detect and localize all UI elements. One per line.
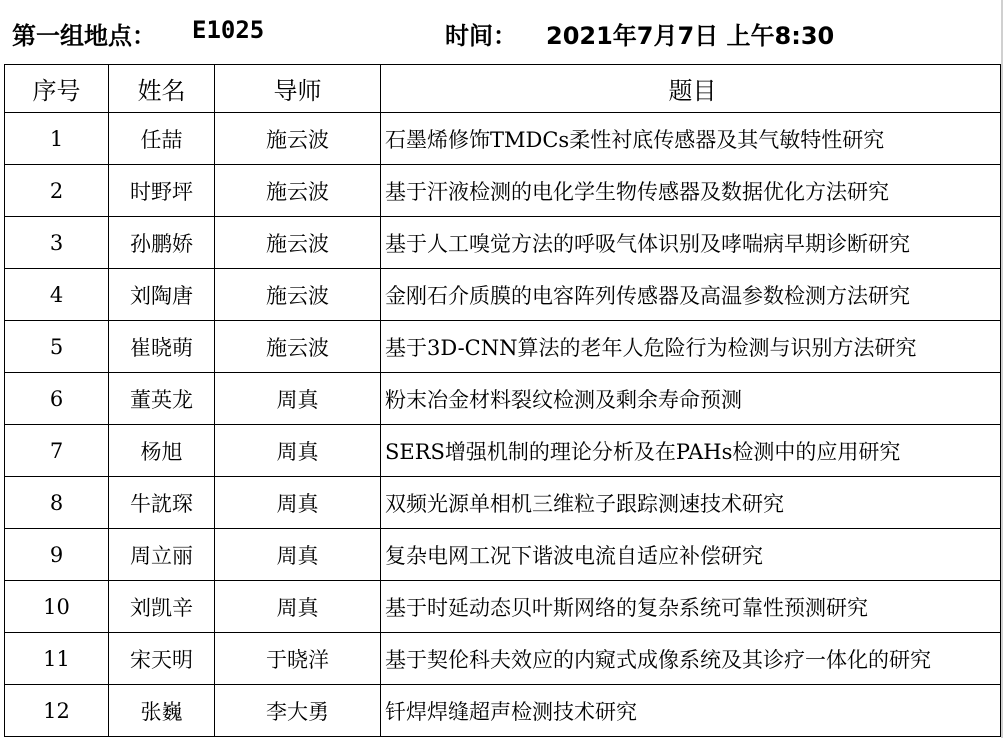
cell-no[interactable]: 2 bbox=[5, 165, 109, 217]
cell-name[interactable]: 刘陶唐 bbox=[109, 269, 215, 321]
cell-no[interactable]: 1 bbox=[5, 113, 109, 165]
cell-name[interactable]: 周立丽 bbox=[109, 529, 215, 581]
cell-advisor[interactable]: 周真 bbox=[215, 581, 381, 633]
cell-name[interactable]: 张巍 bbox=[109, 685, 215, 737]
cell-advisor[interactable]: 周真 bbox=[215, 373, 381, 425]
table-row bbox=[5, 217, 1001, 269]
column-header-advisor[interactable]: 导师 bbox=[215, 65, 381, 113]
column-header-no[interactable]: 序号 bbox=[5, 65, 109, 113]
cell-advisor[interactable]: 于晓洋 bbox=[215, 633, 381, 685]
cell-topic[interactable]: 复杂电网工况下谐波电流自适应补偿研究 bbox=[381, 529, 1001, 581]
cell-advisor[interactable]: 周真 bbox=[215, 529, 381, 581]
table-row bbox=[5, 165, 1001, 217]
cell-no[interactable]: 7 bbox=[5, 425, 109, 477]
time-value: 2021年7月7日 上午8:30 bbox=[546, 22, 835, 50]
cell-advisor[interactable]: 周真 bbox=[215, 477, 381, 529]
cell-advisor[interactable]: 施云波 bbox=[215, 113, 381, 165]
cell-topic[interactable]: 石墨烯修饰TMDCs柔性衬底传感器及其气敏特性研究 bbox=[381, 113, 1001, 165]
cell-topic[interactable]: 粉末冶金材料裂纹检测及剩余寿命预测 bbox=[381, 373, 1001, 425]
cell-advisor[interactable]: 施云波 bbox=[215, 269, 381, 321]
cell-no[interactable]: 10 bbox=[5, 581, 109, 633]
cell-no[interactable]: 6 bbox=[5, 373, 109, 425]
cell-advisor[interactable]: 施云波 bbox=[215, 321, 381, 373]
table-header-row bbox=[5, 65, 1001, 113]
cell-name[interactable]: 董英龙 bbox=[109, 373, 215, 425]
cell-name[interactable]: 孙鹏娇 bbox=[109, 217, 215, 269]
table-row bbox=[5, 685, 1001, 737]
cell-name[interactable]: 宋天明 bbox=[109, 633, 215, 685]
sheet-header bbox=[0, 0, 1003, 64]
column-header-topic[interactable]: 题目 bbox=[381, 65, 1001, 113]
cell-name[interactable]: 时野坪 bbox=[109, 165, 215, 217]
cell-name[interactable]: 杨旭 bbox=[109, 425, 215, 477]
cell-topic[interactable]: 基于契伦科夫效应的内窥式成像系统及其诊疗一体化的研究 bbox=[381, 633, 1001, 685]
cell-no[interactable]: 9 bbox=[5, 529, 109, 581]
cell-advisor[interactable]: 施云波 bbox=[215, 165, 381, 217]
table-row bbox=[5, 425, 1001, 477]
table-row bbox=[5, 633, 1001, 685]
time-label: 时间： bbox=[445, 22, 517, 50]
cell-no[interactable]: 12 bbox=[5, 685, 109, 737]
table-row bbox=[5, 529, 1001, 581]
cell-name[interactable]: 刘凯辛 bbox=[109, 581, 215, 633]
cell-topic[interactable]: 钎焊焊缝超声检测技术研究 bbox=[381, 685, 1001, 737]
table-row bbox=[5, 321, 1001, 373]
cell-topic[interactable]: SERS增强机制的理论分析及在PAHs检测中的应用研究 bbox=[381, 425, 1001, 477]
location-value: E1025 bbox=[192, 16, 265, 44]
table-row bbox=[5, 373, 1001, 425]
cell-no[interactable]: 11 bbox=[5, 633, 109, 685]
cell-advisor[interactable]: 周真 bbox=[215, 425, 381, 477]
table-row bbox=[5, 581, 1001, 633]
table-row bbox=[5, 113, 1001, 165]
cell-no[interactable]: 3 bbox=[5, 217, 109, 269]
cell-topic[interactable]: 基于汗液检测的电化学生物传感器及数据优化方法研究 bbox=[381, 165, 1001, 217]
cell-topic[interactable]: 金刚石介质膜的电容阵列传感器及高温参数检测方法研究 bbox=[381, 269, 1001, 321]
table-row bbox=[5, 269, 1001, 321]
cell-no[interactable]: 4 bbox=[5, 269, 109, 321]
location-label: 第一组地点： bbox=[12, 22, 156, 50]
cell-name[interactable]: 牛訦琛 bbox=[109, 477, 215, 529]
table-row bbox=[5, 477, 1001, 529]
column-header-name[interactable]: 姓名 bbox=[109, 65, 215, 113]
cell-topic[interactable]: 基于3D-CNN算法的老年人危险行为检测与识别方法研究 bbox=[381, 321, 1001, 373]
cell-no[interactable]: 5 bbox=[5, 321, 109, 373]
cell-advisor[interactable]: 施云波 bbox=[215, 217, 381, 269]
cell-topic[interactable]: 双频光源单相机三维粒子跟踪测速技术研究 bbox=[381, 477, 1001, 529]
cell-topic[interactable]: 基于时延动态贝叶斯网络的复杂系统可靠性预测研究 bbox=[381, 581, 1001, 633]
schedule-table bbox=[4, 64, 1001, 737]
cell-no[interactable]: 8 bbox=[5, 477, 109, 529]
cell-name[interactable]: 崔晓萌 bbox=[109, 321, 215, 373]
cell-name[interactable]: 任喆 bbox=[109, 113, 215, 165]
cell-advisor[interactable]: 李大勇 bbox=[215, 685, 381, 737]
cell-topic[interactable]: 基于人工嗅觉方法的呼吸气体识别及哮喘病早期诊断研究 bbox=[381, 217, 1001, 269]
